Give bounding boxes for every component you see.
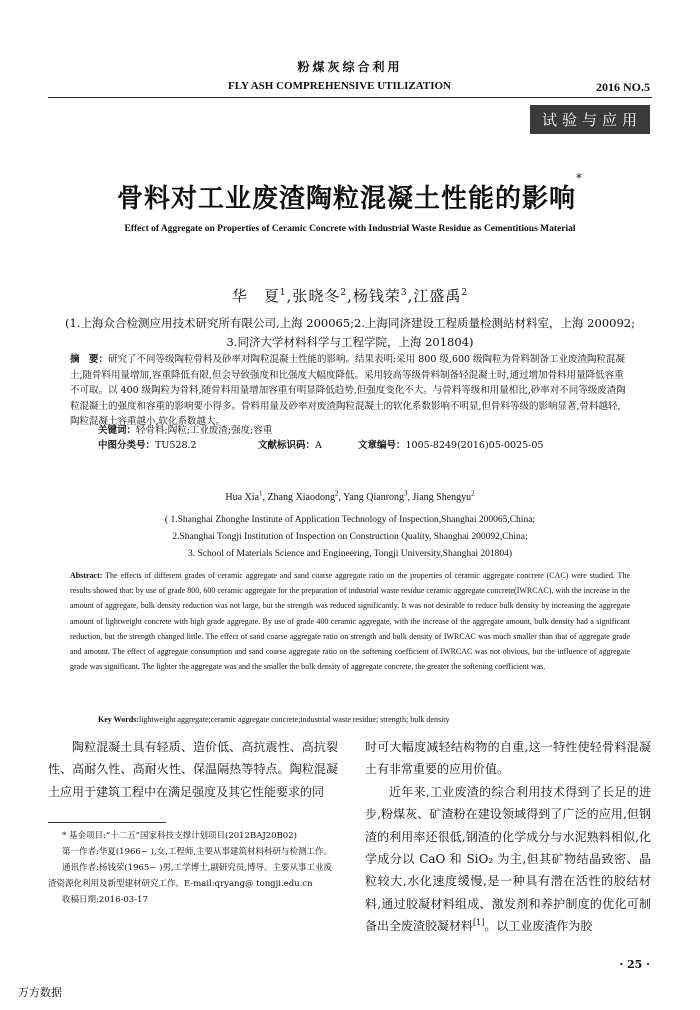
issue-number: 2016 NO.5 xyxy=(596,80,650,94)
body-right-column xyxy=(365,736,651,938)
watermark-text: 万方数据 xyxy=(18,986,62,999)
paper-title-en: Effect of Aggregate on Properties of Ceramic Concrete with Industrial Waste Residue as Cementitious Material xyxy=(124,224,576,234)
paper-title-cn: 骨料对工业废渣陶粒混凝土性能的影响* xyxy=(116,171,583,214)
header-rule xyxy=(48,97,652,98)
clc-number: 中图分类号：TU528.2 xyxy=(98,440,197,451)
article-number: 文章编号：1005-8249(2016)05-0025-05 xyxy=(358,440,544,451)
footnote-received-date: 收稿日期:2016-03-17 xyxy=(62,895,148,905)
body-paragraph: 时可大幅度减轻结构物的自重,这一特性使轻骨料混凝土有非常重要的应用价值。 xyxy=(365,740,651,777)
author-name: 江盛禹 xyxy=(413,287,462,305)
footnote-fund: * 基金项目:“十二五”国家科技支撑计划项目(2012BAJ20B02) xyxy=(62,831,297,841)
footnote-corresponding-author: 通讯作者:杨钱荣(1965~ )男,工学博士,副研究员,博导。主要从事工业废渣资源化利用及新型建材研究工作。E-mail:qryang@ tongji.edu.cn xyxy=(48,863,333,889)
body-left-column: 陶粒混凝土具有轻质、造价低、高抗震性、高抗裂性、高耐久性、高耐火性、保温隔热等特点。陶粒混凝土应用于建筑工程中在满足强度及其它性能要求的同 xyxy=(48,740,338,799)
journal-title-cn: 粉煤灰综合利用 xyxy=(297,60,403,74)
section-tag: 试验与应用 xyxy=(530,105,650,134)
affiliation-en-line: ( 1.Shanghai Zhonghe Institute of Application Technology of Inspection,Shanghai 200065,China; xyxy=(164,515,536,525)
keywords-cn: 关键词：轻骨料;陶粒;工业废渣;强度;容重 xyxy=(98,425,273,436)
body-paragraph: 近年来,工业废渣的综合利用技术得到了长足的进步,粉煤灰、矿渣粉在建设领域得到了广泛的应用,但钢渣的利用率还很低,钢渣的化学成分与水泥熟料相似,化学成分以 CaO 和 SiO₂ 为主,但其矿物结晶致密、晶粒较大,水化速度缓慢,是一种具有潜在活性的胶结材料,通过胶凝材料组成、激发剂和养护制度的优化可制备出全废渣胶凝材料[1]。以工业废渣作为胶 xyxy=(365,784,651,934)
footnote-first-author: 第一作者:华夏(1966~ ),女,工程师,主要从事建筑材料科研与检测工作。 xyxy=(62,847,333,857)
keywords-en: Key Words:lightweight aggregate;ceramic aggregate concrete;industrial waste residue; strength; bulk density xyxy=(98,715,450,724)
author-name: 张晓冬 xyxy=(292,287,341,305)
affiliation-en-line: 3. School of Materials Science and Engineering, Tongji University,Shanghai 201804) xyxy=(187,549,513,559)
footnotes xyxy=(48,828,338,908)
footnote-rule xyxy=(48,822,166,823)
affiliation-cn-line: 3.同济大学材料科学与工程学院，上海 201804) xyxy=(226,335,474,349)
affiliation-cn-line: (1.上海众合检测应用技术研究所有限公司,上海 200065;2.上海同济建设工程质量检测站材料室，上海 200092; xyxy=(65,316,635,330)
abstract-cn: 摘 要：研究了不同等级陶粒骨料及砂率对陶粒混凝土性能的影响。结果表明:采用 800 级,600 级陶粒为骨料制备工业废渣陶粒混凝土,随骨料用量增加,容重降低有限,但会导致强度和比强度大幅度降低。采用较高等级骨料制备轻混凝土时,通过增加骨料用量降低容重不可取。以 400 级陶粒为骨料,随骨料用量增加容重有明显降低趋势,但强度变化不大。与骨料等级和用量相比,砂率对不同等级废渣陶粒混凝土的强度和容重的影响要小得多。骨料用量及砂率对废渣陶粒混凝土的软化系数影响不明显,但骨料等级的影响显著,骨料越轻,陶粒混凝土容重越小,软化系数越大。 xyxy=(70,354,626,427)
authors-cn: 华 夏$^1$,张晓冬$^2$,杨钱荣$^3$,江盛禹$^2$ xyxy=(231,287,469,305)
author-name: 华 夏 xyxy=(231,287,280,305)
page-number: · 25 · xyxy=(619,958,650,971)
journal-title-en: FLY ASH COMPREHENSIVE UTILIZATION xyxy=(228,80,452,92)
authors-en: Hua Xia$^1$, Zhang Xiaodong$^2$, Yang Qianrong$^3$, Jiang Shengyu$^2$ xyxy=(225,489,475,503)
affiliation-en-line: 2.Shanghai Tongji Institution of Inspection on Construction Quality, Shanghai 200092,China; xyxy=(172,532,528,542)
title-footnote-mark: * xyxy=(576,171,583,185)
reference-mark: [1] xyxy=(473,918,485,928)
author-name: 杨钱荣 xyxy=(352,287,401,305)
document-code: 文献标识码：A xyxy=(258,440,322,451)
abstract-en: Abstract: The effects of different grades of ceramic aggregate and sand coarse aggregate ratio on the properties of ceramic aggregate concrete (CAC) were studied. The results showed that: by use of grade 800, 600 ceramic aggregate for the preparation of industrial waste residue ceramic aggregate concrete(IWRCAC), with the increase in the amount of aggregate, bulk density reduction was not large, but the strength was reduced significantly. It was not desirable to reduce bulk density by increasing the aggregate amount of lightweight concrete with high grade aggregate. By use of grade 400 ceramic aggregate, with the increase of the aggregate amount, bulk density had a significant reduction, but the strength changed little. The effect of sand coarse aggregate ratio on strength and bulk density of IWRCAC was much smaller than that of aggregate grade and amount. The effect of aggregate consumption and sand coarse aggregate ratio on the softening coefficient of IWRCAC was not obvious, but the influence of aggregate grade was significant. The lighter the aggregate was and the smaller the bulk density of aggregate concrete, the greater the softening coefficient was. xyxy=(70,571,630,672)
